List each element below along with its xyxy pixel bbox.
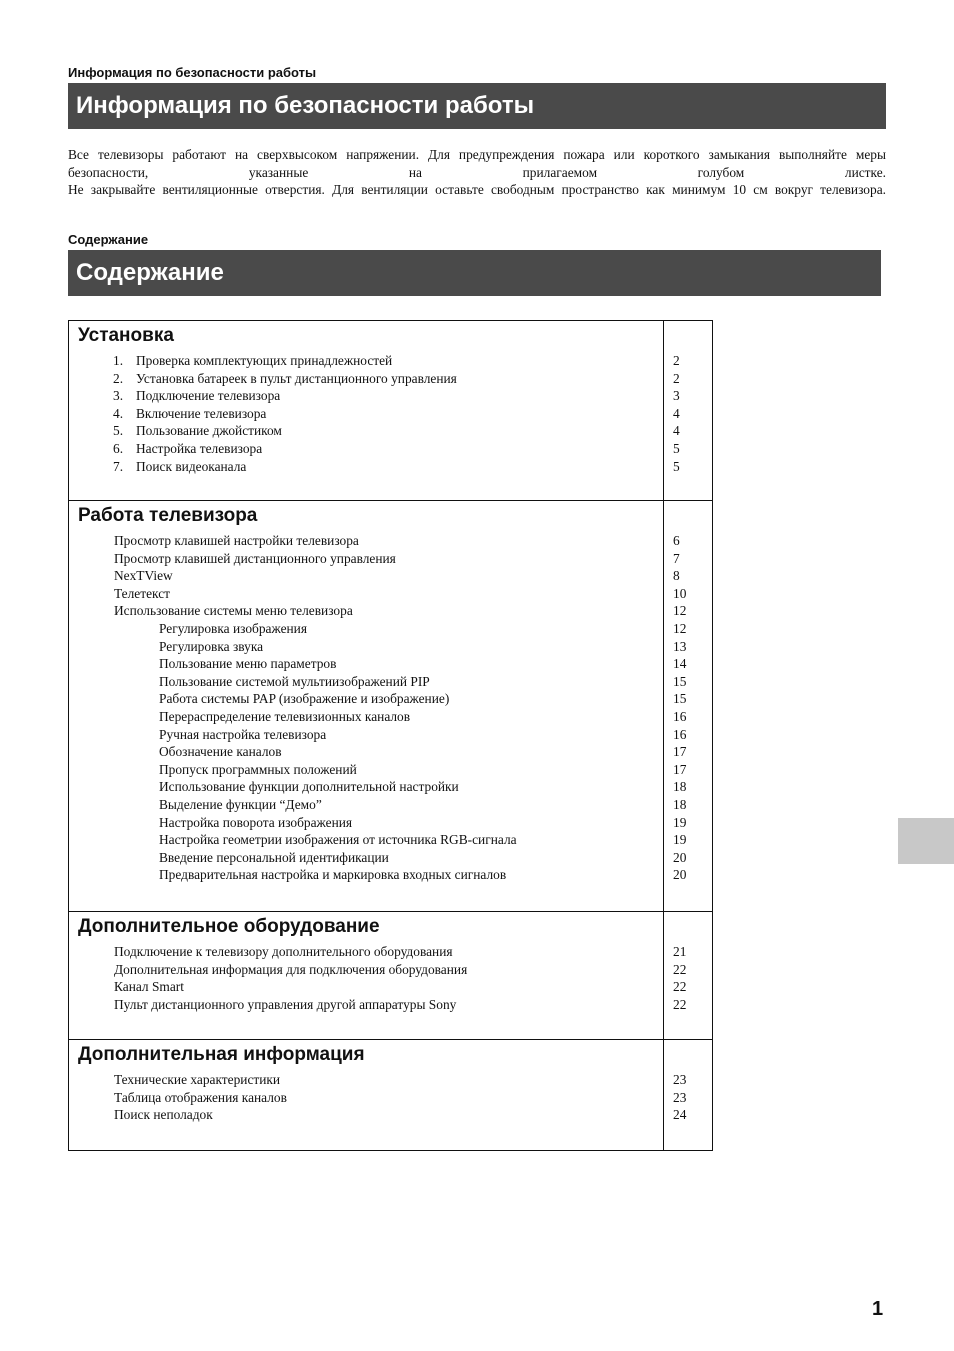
safety-paragraph-2: Не закрывайте вентиляционные отверстия. Для вентиляции оставьте свободным пространство как минимум 10 см вокруг телевизора. [68,182,886,197]
toc-entry-text: Настройка геометрии изображения от источника RGB-сигнала [159,832,517,848]
toc-entry-number: 2. [113,370,124,386]
toc-entry[interactable] [69,743,712,761]
toc-section [69,911,712,1039]
toc-entry-page: 17 [673,761,687,777]
toc-entry-text: Введение персональной идентификации [159,849,389,865]
toc-entry[interactable] [69,1089,712,1107]
toc-entry-page: 18 [673,796,687,812]
toc-entry-text: Пользование джойстиком [136,423,282,439]
toc-entry-text: Пользование системой мультиизображений PIP [159,673,430,689]
toc-entry[interactable] [69,602,712,620]
toc-entry-number: 6. [113,440,124,456]
toc-entry[interactable] [69,620,712,638]
toc-entry-page: 6 [673,533,680,548]
toc-entry-text: Таблица отображения каналов [114,1089,287,1105]
toc-entry-page: 16 [673,726,687,742]
toc-entry-page: 5 [673,440,680,456]
toc-entry[interactable] [69,532,712,550]
safety-text [68,146,886,199]
toc-entry-page: 18 [673,779,687,795]
toc-entry-page: 5 [673,458,680,474]
toc-entry[interactable] [69,405,712,423]
toc-entry-text: Обозначение каналов [159,744,282,760]
toc-entry-number: 7. [113,458,124,474]
toc-entry-text: Поиск неполадок [114,1107,213,1123]
toc-entry-text: Регулировка изображения [159,620,308,636]
toc-entry-text: Канал Smart [114,979,184,995]
section-side-tab [898,818,954,864]
toc-section [69,1039,712,1150]
toc-entry-text: Дополнительная информация для подключения оборудования [114,961,468,977]
toc-entry[interactable] [69,796,712,814]
toc-entry-text: Телетекст [114,585,171,601]
toc-entry-text: Настройка телевизора [136,440,263,456]
toc-entry-page: 23 [673,1089,687,1105]
toc-entry-text: Ручная настройка телевизора [159,726,327,742]
toc-entry-page: 22 [673,979,687,995]
toc-entry-page: 2 [673,353,680,368]
toc-entry[interactable] [69,1106,712,1124]
toc-entry-text: Установка батареек в пульт дистанционного управления [136,370,457,386]
safety-paragraph-1: Все телевизоры работают на сверхвысоком напряжении. Для предупреждения пожара или короткого замыкания выполняйте меры безопасности, указанные на прилагаемом голубом листке. [68,147,886,180]
toc-entry-text: Проверка комплектующих принадлежностей [136,353,393,368]
toc-entry-text: Просмотр клавишей настройки телевизора [114,533,359,548]
toc-entry-page: 12 [673,620,687,636]
toc-entry[interactable] [69,458,712,476]
toc-entry[interactable] [69,387,712,405]
toc-entry[interactable] [69,726,712,744]
toc-entry-text: Включение телевизора [136,405,267,421]
toc-entry[interactable] [69,996,712,1014]
toc-entry-page: 12 [673,603,687,619]
toc-entry-text: Просмотр клавишей дистанционного управления [114,550,396,566]
toc-entry-page: 21 [673,944,687,959]
toc-entry[interactable] [69,849,712,867]
toc-entry-page: 22 [673,961,687,977]
toc-entry[interactable] [69,943,712,961]
running-head-safety: Информация по безопасности работы [68,65,317,80]
toc-section-title: Работа телевизора [78,505,258,526]
toc-entry-page: 15 [673,691,687,707]
toc-entry-text: NexTView [114,568,173,584]
running-head-contents: Содержание [68,232,149,247]
toc-entry[interactable] [69,866,712,884]
toc-entry-text: Использование системы меню телевизора [114,603,353,619]
toc-entry[interactable] [69,961,712,979]
toc-entry[interactable] [69,440,712,458]
toc-entry[interactable] [69,352,712,370]
toc-section-title: Установка [78,325,174,346]
toc-entry-page: 19 [673,814,687,830]
toc-entry-text: Подключение к телевизору дополнительного оборудования [114,944,453,959]
toc-entry[interactable] [69,978,712,996]
toc-section [69,500,712,911]
toc-entry-page: 20 [673,849,687,865]
toc-entry-page: 4 [673,405,680,421]
toc-entry-page: 19 [673,832,687,848]
toc-section-title: Дополнительное оборудование [78,916,380,937]
toc-entry[interactable] [69,814,712,832]
toc-entry[interactable] [69,673,712,691]
toc-entry-page: 20 [673,867,687,883]
toc-entry-page: 17 [673,744,687,760]
toc-entry[interactable] [69,370,712,388]
toc-entry-page: 15 [673,673,687,689]
toc-entry-number: 4. [113,405,124,421]
toc-entry-text: Пользование меню параметров [159,656,337,672]
toc-entry-text: Подключение телевизора [136,388,281,404]
toc-entry-text: Работа системы PAP (изображение и изображение) [159,691,450,707]
toc-entry-page: 3 [673,388,680,404]
toc-entry-number: 3. [113,388,124,404]
toc-entry-page: 2 [673,370,680,386]
toc-entry[interactable] [69,778,712,796]
toc-entry[interactable] [69,690,712,708]
toc-entry[interactable] [69,831,712,849]
toc-entry-text: Предварительная настройка и маркировка входных сигналов [159,867,507,883]
toc-entry-text: Настройка поворота изображения [159,814,353,830]
toc-entry-text: Выделение функции “Демо” [159,796,322,812]
toc-entry-text: Пульт дистанционного управления другой аппаратуры Sony [114,996,457,1012]
toc-entry[interactable] [69,1071,712,1089]
toc-entry[interactable] [69,655,712,673]
toc-entry-text: Технические характеристики [114,1072,281,1087]
toc-section [69,321,712,500]
toc-entry[interactable] [69,585,712,603]
toc-entry-text: Пропуск программных положений [159,761,357,777]
toc-entry[interactable] [69,638,712,656]
toc-entry-page: 4 [673,423,680,439]
toc-entry-text: Поиск видеоканала [136,458,247,474]
toc-entry[interactable] [69,708,712,726]
toc-entry-page: 16 [673,708,687,724]
toc-entry-text: Использование функции дополнительной настройки [159,779,459,795]
contents-title-banner: Содержание [68,250,881,296]
toc-entry[interactable] [69,550,712,568]
toc-entry-number: 1. [113,353,124,368]
toc-entry[interactable] [69,567,712,585]
toc-entry-page: 10 [673,585,687,601]
toc-entry-text: Перераспределение телевизионных каналов [159,708,411,724]
toc-entry-number: 5. [113,423,124,439]
table-of-contents [68,320,713,1151]
toc-section-title: Дополнительная информация [78,1044,365,1065]
page-number: 1 [872,1298,884,1320]
toc-entry-page: 22 [673,996,687,1012]
toc-entry-page: 8 [673,568,680,584]
safety-title-banner: Информация по безопасности работы [68,83,886,129]
toc-entry-page: 24 [673,1107,687,1123]
toc-entry-page: 23 [673,1072,687,1087]
toc-entry[interactable] [69,761,712,779]
toc-entry-text: Регулировка звука [159,638,264,654]
toc-entry-page: 13 [673,638,687,654]
toc-entry[interactable] [69,422,712,440]
toc-entry-page: 7 [673,550,680,566]
toc-entry-page: 14 [673,656,687,672]
